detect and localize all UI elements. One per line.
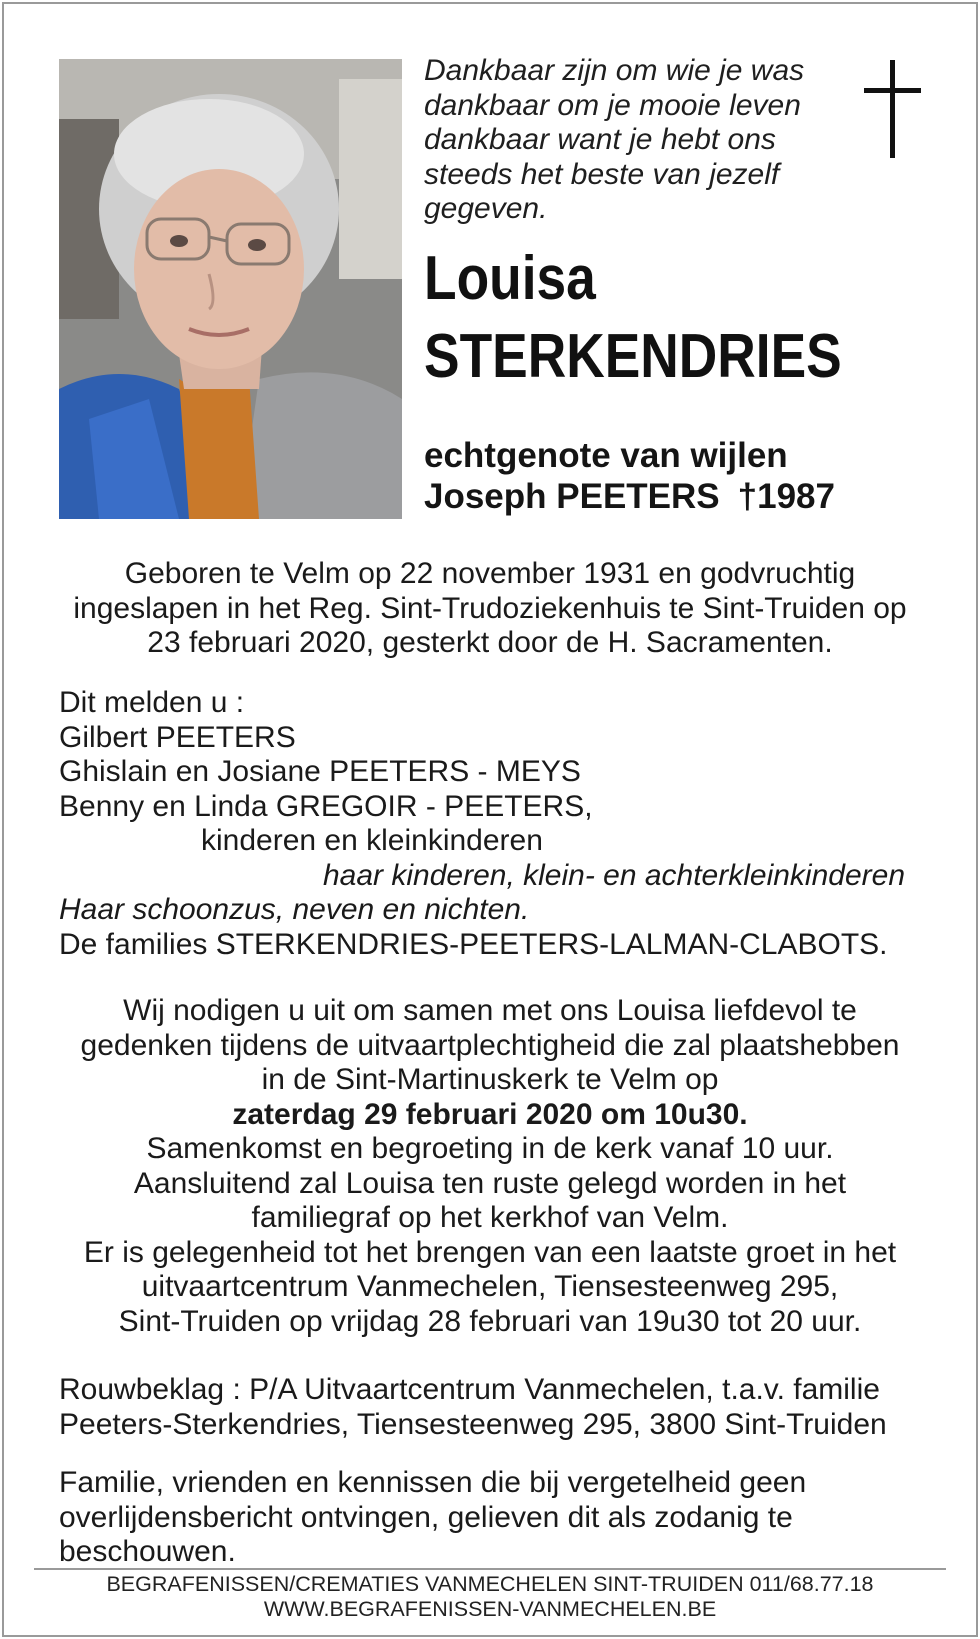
in-laws-line: Haar schoonzus, neven en nichten. xyxy=(59,893,530,926)
poem-line: Dankbaar zijn om wie je was xyxy=(424,54,805,87)
deceased-first-name: Louisa xyxy=(424,244,596,313)
poem-line: dankbaar om je mooie leven xyxy=(424,88,801,122)
condolences-line: Rouwbeklag : P/A Uitvaartcentrum Vanmechelen, t.a.v. familie xyxy=(59,1373,880,1406)
poem-line: dankbaar want je hebt ons xyxy=(424,123,776,156)
spouse-line: echtgenote van wijlen xyxy=(424,436,788,475)
grandchildren-line: haar kinderen, klein- en achterkleinkinderen xyxy=(323,858,906,892)
invitation-line: uitvaartcentrum Vanmechelen, Tiensesteenweg 295, xyxy=(141,1270,839,1303)
invitation-line: familiegraf op het kerkhof van Velm. xyxy=(251,1201,729,1234)
condolences-address xyxy=(59,1373,949,1442)
deceased-last-name: STERKENDRIES xyxy=(424,322,842,391)
poem-line: gegeven. xyxy=(424,192,548,225)
condolences-line: Peeters-Sterkendries, Tiensesteenweg 295, 3800 Sint-Truiden xyxy=(59,1407,887,1441)
funeral-invitation xyxy=(40,994,940,1339)
spouse-name: Joseph PEETERS xyxy=(424,477,720,516)
announcement xyxy=(59,686,939,962)
funeral-date: zaterdag 29 februari 2020 om 10u30. xyxy=(232,1097,748,1131)
invitation-line: Wij nodigen u uit om samen met ons Louisa liefdevol te xyxy=(123,994,857,1027)
notice-line: overlijdensbericht ontvingen, gelieven dit als zodanig te xyxy=(59,1500,793,1534)
notice-line: beschouwen. xyxy=(59,1535,236,1568)
invitation-line: gedenken tijdens de uitvaartplechtigheid die zal plaatshebben xyxy=(80,1028,900,1062)
children-line: kinderen en kleinkinderen xyxy=(201,824,543,857)
poem xyxy=(424,54,824,227)
funeral-home-website[interactable]: WWW.BEGRAFENISSEN-VANMECHELEN.BE xyxy=(263,1597,717,1621)
invitation-line: Sint-Truiden op vrijdag 28 februari van 19u30 tot 20 uur. xyxy=(118,1304,862,1338)
birth-line: ingeslapen in het Reg. Sint-Trudoziekenhuis te Sint-Truiden op xyxy=(73,591,907,625)
invitation-line: Er is gelegenheid tot het brengen van een laatste groet in het xyxy=(83,1235,897,1269)
birth-line: Geboren te Velm op 22 november 1931 en godvruchtig xyxy=(124,557,856,590)
invitation-line: in de Sint-Martinuskerk te Velm op xyxy=(261,1063,719,1096)
spouse-death-year: †1987 xyxy=(737,477,835,516)
birth-death-text xyxy=(40,557,940,661)
invitation-line: Aansluitend zal Louisa ten ruste gelegd worden in het xyxy=(133,1166,847,1200)
poem-line: steeds het beste van jezelf xyxy=(424,157,780,191)
families-line: De families STERKENDRIES-PEETERS-LALMAN-CLABOTS. xyxy=(59,927,888,961)
birth-line: 23 februari 2020, gesterkt door de H. Sacramenten. xyxy=(147,626,833,659)
footer xyxy=(0,1572,980,1622)
portrait-photo xyxy=(59,59,402,519)
funeral-home-line: BEGRAFENISSEN/CREMATIES VANMECHELEN SINT-TRUIDEN 011/68.77.18 xyxy=(106,1572,874,1596)
cross-icon xyxy=(864,60,924,160)
spouse-info xyxy=(424,435,835,517)
spouse-name-line xyxy=(424,476,835,517)
notice-line: Familie, vrienden en kennissen die bij vergetelheid geen xyxy=(59,1466,807,1499)
footer-divider xyxy=(34,1568,946,1570)
notice-text xyxy=(59,1466,949,1570)
relative-line: Benny en Linda GREGOIR - PEETERS, xyxy=(59,789,593,823)
invitation-line: Samenkomst en begroeting in de kerk vanaf 10 uur. xyxy=(146,1132,834,1165)
relative-line: Gilbert PEETERS xyxy=(59,720,296,754)
relative-line: Ghislain en Josiane PEETERS - MEYS xyxy=(59,755,581,788)
announcement-intro: Dit melden u : xyxy=(59,686,245,719)
